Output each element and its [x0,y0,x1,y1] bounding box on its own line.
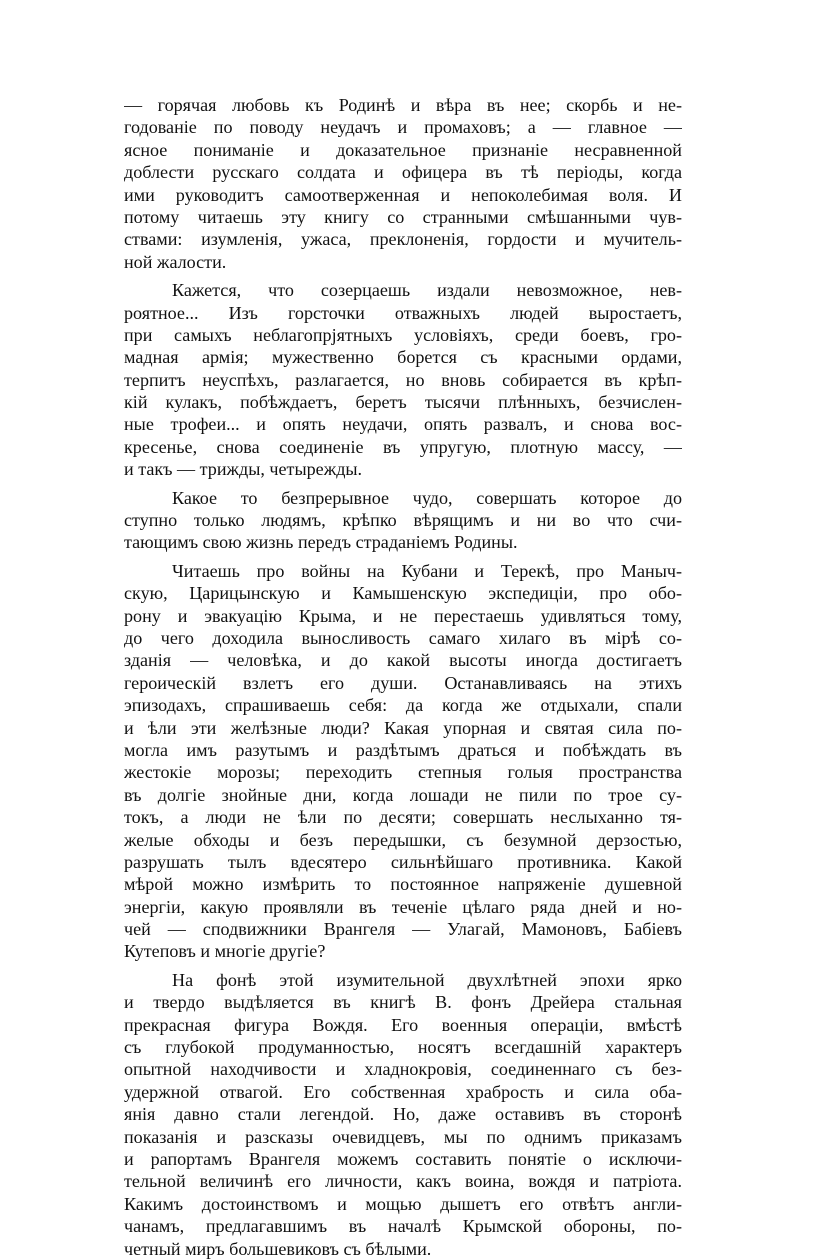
paragraph [124,969,682,1260]
text-line: чанамъ, предлагавшимъ въ началѣ Крымской обороны, по- [124,1216,682,1237]
text-line: мадная армія; мужественно борется съ красными ордами, [124,347,682,368]
text-line: янія давно стали легендой. Но, даже оставивъ въ сторонѣ [124,1104,682,1125]
text-line: кресенье, снова соединеніе въ упругую, плотную массу, — [124,436,682,457]
text-line: Какимъ достоинствомъ и мощью дышетъ его отвѣтъ англи- [124,1193,682,1214]
text-line: терпитъ неуспѣхъ, разлагается, но вновь собирается въ крѣп- [124,369,682,390]
text-line: мѣрой можно измѣрить то постоянное напряженіе душевной [124,874,682,895]
paragraph [124,560,682,963]
text-line: Кутеповъ и многіе другіе? [124,941,326,962]
text-line: и такъ — трижды, четырежды. [124,459,363,480]
text-line: жестокіе морозы; переходить степныя голыя пространства [124,762,682,783]
text-line: скую, Царицынскую и Камышенскую экспедиціи, про обо- [124,583,682,604]
text-line: зданія — человѣка, и до какой высоты иногда достигаетъ [124,650,682,671]
text-line: разрушать тылъ вдесятеро сильнѣйшаго противника. Какой [124,851,682,872]
text-line: и твердо выдѣляется въ книгѣ В. фонъ Дрейера стальная [124,992,682,1013]
text-line: тающимъ свою жизнь передъ страданіемъ Родины. [124,532,518,553]
text-line: Читаешь про войны на Кубани и Терекѣ, про Маныч- [172,560,682,581]
text-line: показанія и разсказы очевидцевъ, мы по однимъ приказамъ [124,1126,682,1147]
text-line: до чего доходила выносливость самаго хилаго въ мірѣ со- [124,627,682,648]
paragraph [124,94,682,273]
text-line: энергіи, какую проявляли въ теченіе цѣлаго ряда дней и но- [124,896,682,917]
text-line: желые обходы и безъ передышки, съ безумной дерзостью, [124,829,682,850]
text-line: кій кулакъ, побѣждаетъ, беретъ тысячи плѣнныхъ, безчислен- [124,392,682,413]
text-line: въ долгіе знойные дни, когда лошади не пили по трое су- [124,784,682,805]
text-line: роятное... Изъ горсточки отважныхъ людей выростаетъ, [124,302,682,323]
text-line: потому читаешь эту книгу со странными смѣшанными чув- [124,206,682,227]
paragraph [124,487,682,554]
text-line: четный миръ большевиковъ съ бѣлыми. [124,1238,432,1259]
text-line: тельной величинѣ его личности, какъ воина, вождя и патріота. [124,1171,682,1192]
text-line: годованіе по поводу неудачъ и промаховъ; а — главное — [124,117,682,138]
text-line: ими руководитъ самоотверженная и непоколебимая воля. И [124,184,682,205]
text-line: и ѣли эти желѣзные люди? Какая упорная и святая сила по- [124,717,682,738]
text-line: и рапортамъ Врангеля можемъ составить понятіе о исключи- [124,1148,682,1169]
text-line: ствами: изумленія, ужаса, преклоненія, гордости и мучитель- [124,229,682,250]
text-line: чей — сподвижники Врангеля — Улагай, Мамоновъ, Бабіевъ [124,919,682,940]
text-line: героическій взлетъ его души. Останавливаясь на этихъ [124,672,682,693]
text-line: ступно только людямъ, крѣпко вѣрящимъ и ни во что счи- [124,510,682,531]
text-line: — горячая любовь къ Родинѣ и вѣра въ нее; скорбь и не- [124,95,682,115]
text-line: Какое то безпрерывное чудо, совершать которое до [172,487,682,508]
paragraph [124,279,682,481]
page-text [124,94,682,1260]
text-line: прекрасная фигура Вождя. Его военныя операціи, вмѣстѣ [124,1014,682,1035]
text-line: токъ, а люди не ѣли по десяти; совершать неслыханно тя- [124,807,682,828]
text-line: доблести русскаго солдата и офицера въ тѣ періоды, когда [124,162,682,183]
text-line: На фонѣ этой изумительной двухлѣтней эпохи ярко [172,969,682,990]
text-line: могла имъ разутымъ и раздѣтымъ драться и побѣждать въ [124,739,682,760]
text-line: удержной отвагой. Его собственная храбрость и сила оба- [124,1081,682,1102]
text-line: ной жалости. [124,251,227,272]
text-line: рону и эвакуацію Крыма, и не перестаешь удивляться тому, [124,605,682,626]
text-line: эпизодахъ, спрашиваешь себя: да когда же отдыхали, спали [124,695,682,716]
text-line: ясное пониманіе и доказательное признаніе несравненной [124,139,682,160]
text-line: ные трофеи... и опять неудачи, опять развалъ, и снова вос- [124,414,682,435]
text-line: Кажется, что созерцаешь издали невозможное, нев- [172,280,682,301]
text-line: съ глубокой продуманностью, носятъ всегдашній характеръ [124,1037,682,1058]
text-line: опытной находчивости и хладнокровія, соединеннаго съ без- [124,1059,682,1080]
text-line: при самыхъ неблагопрjятныхъ условіяхъ, среди боевъ, гро- [124,324,682,345]
